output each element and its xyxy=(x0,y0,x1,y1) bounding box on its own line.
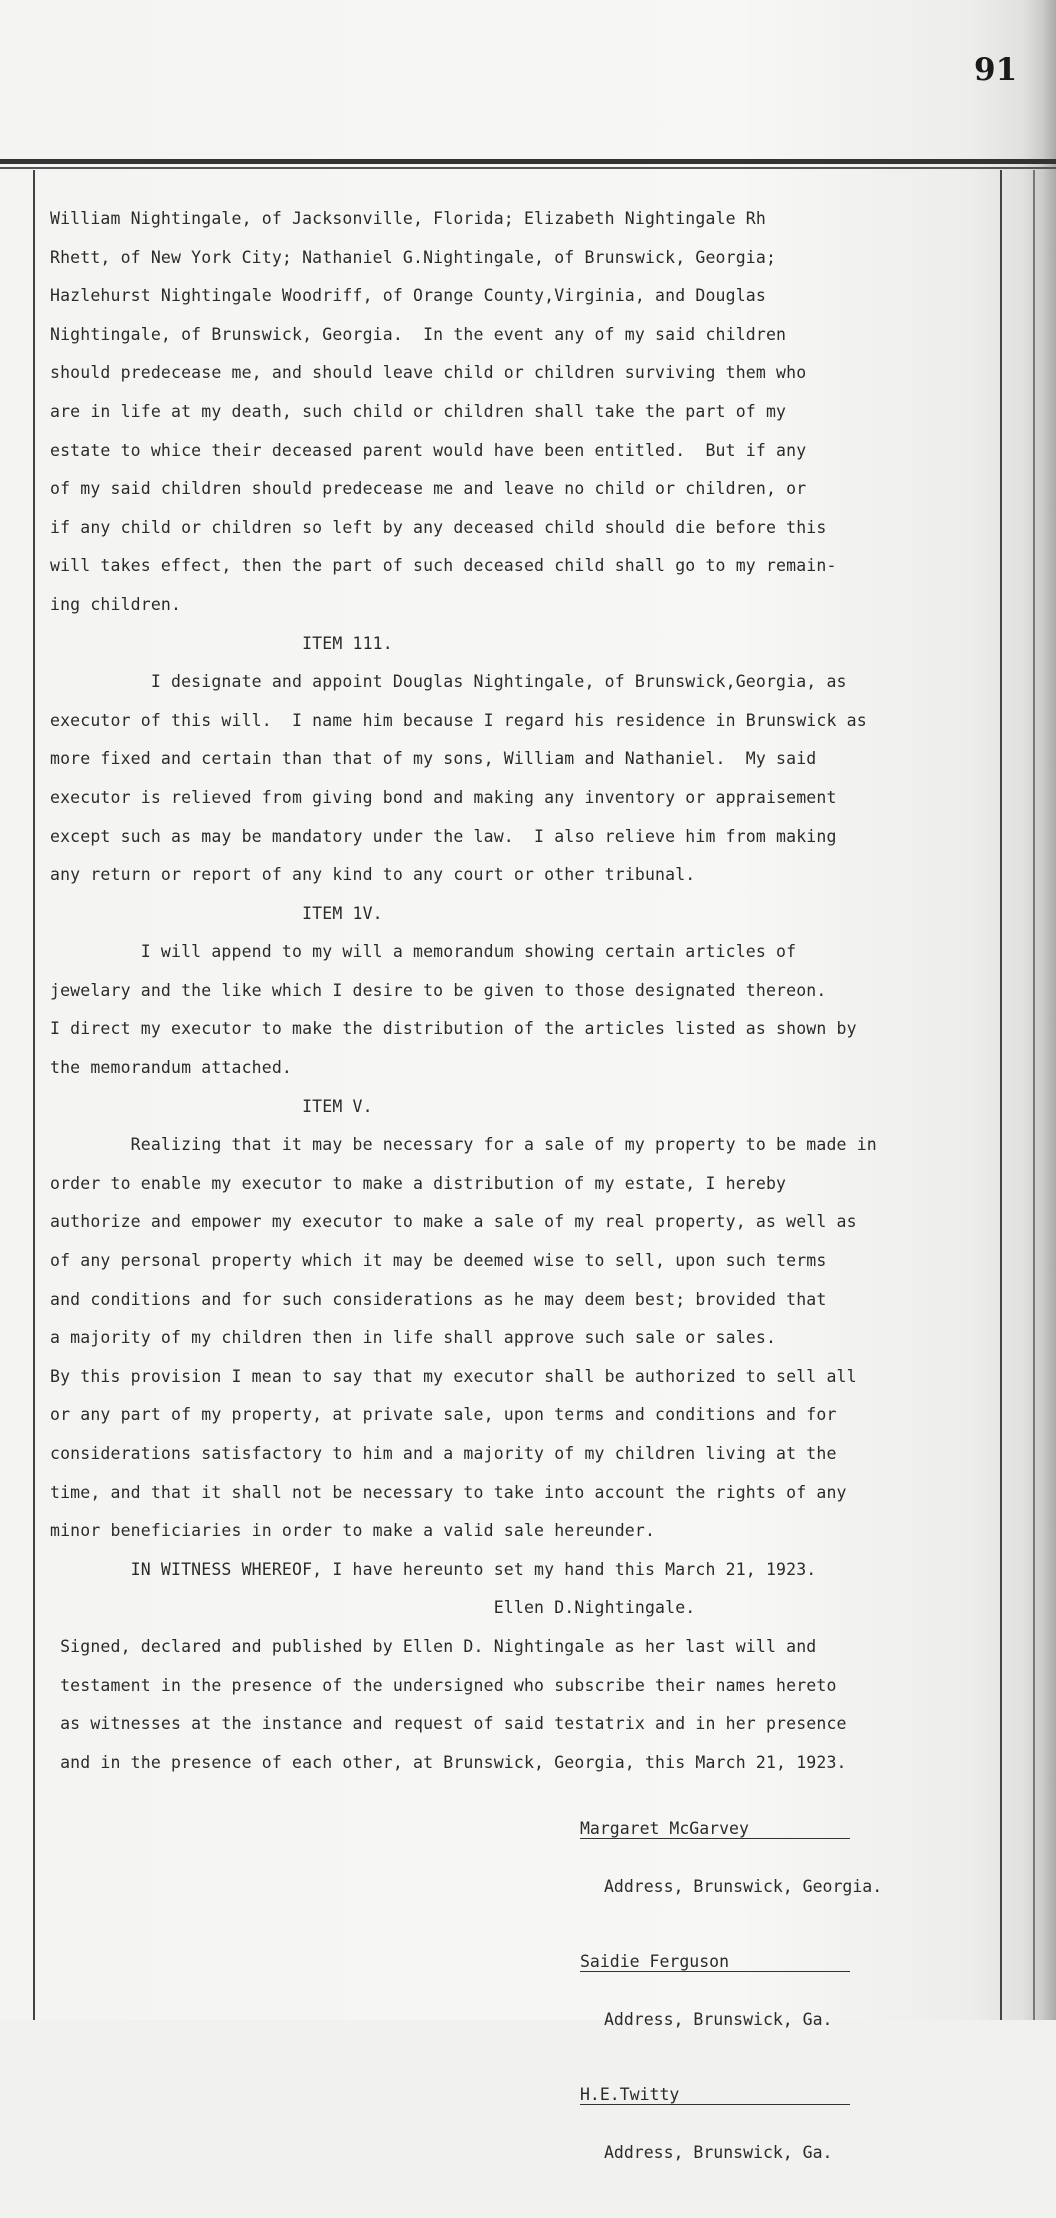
text-line: executor of this will. I name him because I regard his residence in Brunswick as xyxy=(50,710,867,730)
text-line: of my said children should predecease me and leave no child or children, or xyxy=(50,479,807,499)
text-line: ing children. xyxy=(50,594,182,614)
text-line: if any child or children so left by any deceased child should die before this xyxy=(50,517,827,537)
text-line: Realizing that it may be necessary for a sale of my property to be made in xyxy=(50,1135,877,1155)
text-line: I designate and appoint Douglas Nightingale, of Brunswick,Georgia, as xyxy=(50,672,847,692)
text-line: Nightingale, of Brunswick, Georgia. In the event any of my said children xyxy=(50,324,787,344)
witness-address: Address, Brunswick, Georgia. xyxy=(604,1877,883,1896)
witness-name: H.E.Twitty xyxy=(580,2085,850,2105)
text-line: ITEM V. xyxy=(50,1096,373,1116)
text-line: are in life at my death, such child or children shall take the part of my xyxy=(50,401,787,421)
text-line: should predecease me, and should leave child or children surviving them who xyxy=(50,363,807,383)
text-line: ITEM 1V. xyxy=(50,903,383,923)
text-line: executor is relieved from giving bond and making any inventory or appraisement xyxy=(50,787,837,807)
text-line: authorize and empower my executor to make a sale of my real property, as well as xyxy=(50,1212,857,1232)
page-edge-shadow xyxy=(1022,0,1056,2020)
text-line: Hazlehurst Nightingale Woodriff, of Orange County,Virginia, and Douglas xyxy=(50,286,766,306)
text-line: William Nightingale, of Jacksonville, Florida; Elizabeth Nightingale Rh xyxy=(50,209,766,228)
text-line: Rhett, of New York City; Nathaniel G.Nightingale, of Brunswick, Georgia; xyxy=(50,247,777,267)
text-line: more fixed and certain than that of my sons, William and Nathaniel. My said xyxy=(50,749,817,769)
text-line: Ellen D.Nightingale. xyxy=(50,1598,696,1618)
will-body-text xyxy=(50,200,990,1782)
text-line: estate to whice their deceased parent would have been entitled. But if any xyxy=(50,440,807,460)
witness-name: Saidie Ferguson xyxy=(580,1952,850,1972)
text-line: I will append to my will a memorandum showing certain articles of xyxy=(50,942,797,962)
text-line: any return or report of any kind to any court or other tribunal. xyxy=(50,865,696,885)
text-line: minor beneficiaries in order to make a valid sale hereunder. xyxy=(50,1521,656,1541)
text-line: a majority of my children then in life shall approve such sale or sales. xyxy=(50,1328,777,1348)
header-rule xyxy=(0,159,1056,164)
left-margin-line xyxy=(33,170,35,2020)
text-line: Signed, declared and published by Ellen D. Nightingale as her last will and xyxy=(50,1636,817,1656)
text-line: will takes effect, then the part of such deceased child shall go to my remain- xyxy=(50,556,837,576)
text-line: considerations satisfactory to him and a majority of my children living at the xyxy=(50,1444,837,1463)
witness-signatures xyxy=(580,1781,980,2218)
text-line: I direct my executor to make the distribution of the articles listed as shown by xyxy=(50,1019,857,1039)
text-line: order to enable my executor to make a distribution of my estate, I hereby xyxy=(50,1173,787,1193)
text-line: and conditions and for such considerations as he may deem best; brovided that xyxy=(50,1289,827,1309)
witness-address: Address, Brunswick, Ga. xyxy=(604,2143,833,2162)
text-line: testament in the presence of the undersigned who subscribe their names hereto xyxy=(50,1675,837,1695)
witness-name: Margaret McGarvey xyxy=(580,1819,850,1839)
text-line: By this provision I mean to say that my executor shall be authorized to sell all xyxy=(50,1366,857,1386)
text-line: of any personal property which it may be deemed wise to sell, upon such terms xyxy=(50,1251,827,1271)
right-margin-line xyxy=(1000,170,1002,2020)
text-line: time, and that it shall not be necessary to take into account the rights of any xyxy=(50,1482,847,1502)
text-line: IN WITNESS WHEREOF, I have hereunto set my hand this March 21, 1923. xyxy=(50,1559,817,1579)
text-line: as witnesses at the instance and request of said testatrix and in her presence xyxy=(50,1714,847,1734)
text-line: except such as may be mandatory under the law. I also relieve him from making xyxy=(50,826,837,846)
outer-right-margin-line xyxy=(1033,170,1035,2020)
text-line: or any part of my property, at private sale, upon terms and conditions and for xyxy=(50,1405,837,1425)
text-line: and in the presence of each other, at Brunswick, Georgia, this March 21, 1923. xyxy=(50,1752,847,1772)
witness-address: Address, Brunswick, Ga. xyxy=(604,2010,833,2029)
text-line: the memorandum attached. xyxy=(50,1058,293,1078)
header-rule-secondary xyxy=(0,167,1056,169)
text-line: ITEM 111. xyxy=(50,633,393,653)
text-line: jewelary and the like which I desire to be given to those designated thereon. xyxy=(50,980,827,1000)
page-number: 91 xyxy=(974,52,1018,88)
